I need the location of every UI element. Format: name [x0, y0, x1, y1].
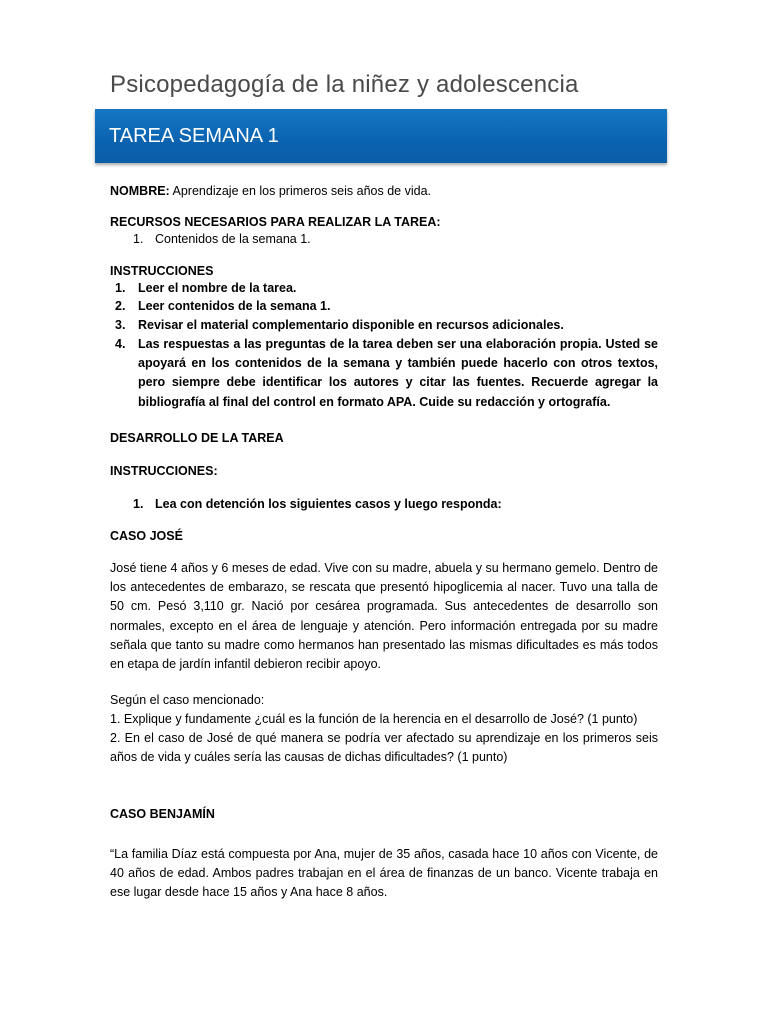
- nombre-label: NOMBRE:: [110, 184, 170, 198]
- desarrollo-instrucciones-heading: INSTRUCCIONES:: [110, 464, 218, 478]
- nombre-line: [110, 182, 431, 201]
- task-banner: [95, 109, 667, 163]
- caso-benjamin-paragraph: “La familia Díaz está compuesta por Ana, mujer de 35 años, casada hace 10 años con Vicente, de 40 años de edad. Ambos padres trabajan en el área de finanzas de un banco. Vicente trabaja en ese lugar desde hace 15 años y Ana hace 8 años.: [110, 847, 658, 899]
- instruccion-number: 4.: [115, 337, 126, 351]
- caso-jose-question-1: 1. Explique y fundamente ¿cuál es la función de la herencia en el desarrollo de José? (1 punto): [110, 712, 638, 726]
- instruccion-number: 3.: [115, 318, 126, 332]
- instruccion-number: 1.: [115, 281, 126, 295]
- course-title: Psicopedagogía de la niñez y adolescencia: [110, 71, 579, 98]
- caso-jose-paragraph: José tiene 4 años y 6 meses de edad. Vive con su madre, abuela y su hermano gemelo. Dentro de los antecedentes de embarazo, se rescata que presentó hipoglicemia al nacer. Tuvo una talla de 50 cm. Pesó 3,110 gr. Nació por cesárea programada. Sus antecedentes de desarrollo son normales, excepto en el área de lenguaje y atención. Pero información entregada por su madre señala que tanto su madre como hermanos han presentado las mismas dificultades es más todos en etapa de jardín infantil debieron recibir apoyo.: [110, 561, 658, 672]
- instruccion-number: 2.: [115, 299, 126, 313]
- caso-jose-intro: Según el caso mencionado:: [110, 693, 265, 707]
- nombre-value: Aprendizaje en los primeros seis años de vida.: [172, 184, 431, 198]
- caso-jose-question-2: 2. En el caso de José de qué manera se podría ver afectado su aprendizaje en los primeros seis años de vida y cuáles sería las causas de dichas dificultades? (1 punto): [110, 731, 658, 765]
- caso-benjamin-heading: CASO BENJAMÍN: [110, 807, 215, 821]
- instruccion-text: Las respuestas a las preguntas de la tarea deben ser una elaboración propia. Usted se apoyará en los contenidos de la semana y también puede hacerlo con otros textos, pero siempre debe identificar los autores y citar las fuentes. Recuerde agregar la bibliografía al final del control en formato APA. Cuide su redacción y ortografía.: [138, 337, 658, 409]
- instruccion-text: Revisar el material complementario disponible en recursos adicionales.: [138, 318, 564, 332]
- instrucciones-heading: INSTRUCCIONES: [110, 264, 214, 278]
- instruccion-text: Leer contenidos de la semana 1.: [138, 299, 331, 313]
- instruccion-text: Leer el nombre de la tarea.: [138, 281, 297, 295]
- desarrollo-item-number: 1.: [133, 497, 144, 511]
- caso-jose-heading: CASO JOSÉ: [110, 529, 183, 543]
- desarrollo-heading: DESARROLLO DE LA TAREA: [110, 431, 284, 445]
- recursos-heading: RECURSOS NECESARIOS PARA REALIZAR LA TAREA:: [110, 215, 441, 229]
- desarrollo-item-text: Lea con detención los siguientes casos y luego responda:: [155, 497, 502, 511]
- banner-title: TAREA SEMANA 1: [109, 125, 279, 147]
- recursos-item-number: 1.: [133, 232, 144, 246]
- recursos-item-text: Contenidos de la semana 1.: [155, 232, 311, 246]
